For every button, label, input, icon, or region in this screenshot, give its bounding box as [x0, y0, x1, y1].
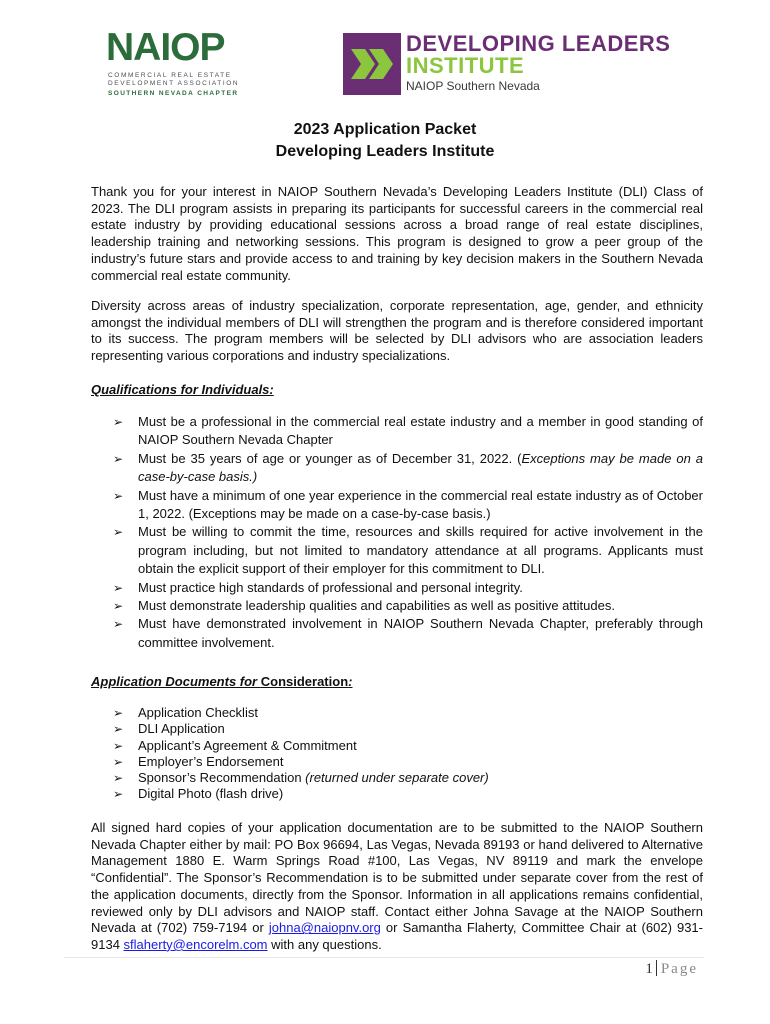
naiop-tagline-1: COMMERCIAL REAL ESTATE: [108, 72, 232, 79]
arrow-bullet-icon: ➢: [113, 488, 124, 503]
arrow-bullet-icon: ➢: [113, 722, 124, 737]
page-separator: [656, 960, 657, 976]
naiop-wordmark: NAIOP: [106, 26, 225, 69]
list-item: ➢ Must have demonstrated involvement in NAIOP Southern Nevada Chapter, preferably through committee involvement.: [113, 616, 703, 650]
diversity-paragraph: Diversity across areas of industry specialization, corporate representation, age, gender, and ethnicity amongst the individual members of DLI will strengthen the program and is therefore considered important to its success. The program members will be selected by DLI advisors who are association leaders representing various corporations and industry specializations.: [91, 298, 703, 364]
dli-title-line-2: INSTITUTE: [406, 53, 525, 78]
page-title: 2023 Application Packet: [293, 121, 477, 138]
arrow-bullet-icon: ➢: [113, 599, 124, 614]
arrow-bullet-icon: ➢: [113, 706, 124, 720]
naiop-tagline-2: DEVELOPMENT ASSOCIATION: [108, 80, 240, 87]
email-link-sflaherty[interactable]: sflaherty@encorelm.com: [123, 936, 268, 952]
list-item: ➢ Must have a minimum of one year experience in the commercial real estate industry as of October 1, 2022. (Exceptions may be made on a case-by-case basis.): [113, 487, 703, 522]
list-item: ➢ Application Checklist: [113, 705, 258, 720]
arrow-bullet-icon: ➢: [113, 580, 124, 595]
naiop-logo: [106, 26, 240, 98]
dli-title-line-1: DEVELOPING LEADERS: [406, 31, 671, 56]
email-link-johna[interactable]: johna@naiopnv.org: [268, 920, 381, 936]
list-item: ➢ Must be 35 years of age or younger as of December 31, 2022. (Exceptions may be made on a case-by-case basis.): [113, 450, 703, 485]
list-item: ➢ Must be a professional in the commercial real estate industry and a member in good standing of NAIOP Southern Nevada Chapter: [113, 414, 703, 448]
list-item: ➢ Employer’s Endorsement: [113, 753, 284, 769]
intro-paragraph: Thank you for your interest in NAIOP Southern Nevada’s Developing Leaders Institute (DLI) Class of 2023. The DLI program assists in preparing its participants for successful careers in the commercial real estate industry by providing educational sessions across a broad range of real estate disciplines, leadership training and networking sessions. This program is designed to grow a peer group of the industry’s future stars and provide access to and training by key decision makers in the Southern Nevada commercial real estate community.: [91, 184, 703, 283]
arrow-bullet-icon: ➢: [113, 787, 124, 802]
chevron-icon: [343, 33, 401, 95]
list-item: ➢ Sponsor’s Recommendation (returned under separate cover): [113, 770, 489, 786]
page-number: 1 Page: [645, 961, 698, 977]
list-item: ➢ Must demonstrate leadership qualities and capabilities as well as positive attitudes.: [113, 597, 703, 615]
dli-subtitle: NAIOP Southern Nevada: [406, 79, 540, 93]
arrow-bullet-icon: ➢: [113, 415, 124, 429]
list-item: ➢ Digital Photo (flash drive): [113, 786, 284, 802]
arrow-bullet-icon: ➢: [113, 451, 124, 466]
list-item: ➢ Applicant’s Agreement & Commitment: [113, 737, 357, 753]
footer-divider: [64, 957, 704, 958]
list-item: ➢ DLI Application: [113, 721, 225, 737]
page-subtitle: Developing Leaders Institute: [275, 143, 495, 160]
naiop-chapter-name: SOUTHERN NEVADA CHAPTER: [108, 90, 239, 97]
arrow-bullet-icon: ➢: [113, 525, 124, 540]
list-item: ➢ Must practice high standards of professional and personal integrity.: [113, 579, 703, 597]
dli-logo: [343, 33, 695, 95]
documents-heading: Application Documents for Consideration:: [91, 674, 353, 689]
qualifications-list: [113, 413, 703, 652]
documents-list: [113, 705, 703, 803]
list-item: ➢ Must be willing to commit the time, resources and skills required for active involvement in the program including, but not limited to mandatory attendance at all programs. Applicants must obtain the explicit support of their employer for this commitment to DLI.: [113, 524, 703, 577]
arrow-bullet-icon: ➢: [113, 771, 124, 786]
closing-paragraph: All signed hard copies of your application documentation are to be submitted to the NAIOP Southern Nevada Chapter either by mail: PO Box 96694, Las Vegas, Nevada 89193 or hand delivered to Alternative Management 1880 E. Warm Springs Road #100, Las Vegas, NV 89119 and mark the envelope “Confidential”. The Sponsor’s Recommendation is to be submitted under separate cover from the rest of the application documents, directly from the Sponsor. Information in all applications remains confidential, reviewed only by DLI advisors and NAIOP staff. Contact either Johna Savage at the NAIOP Southern Nevada at (702) 759-7194 or johna@naiopnv.org or Samantha Flaherty, Committee Chair at (602) 931-9134 sflaherty@encorelm.com with any questions.: [91, 820, 703, 952]
qualifications-heading: Qualifications for Individuals:: [91, 382, 274, 397]
arrow-bullet-icon: ➢: [113, 617, 124, 632]
arrow-bullet-icon: ➢: [113, 738, 124, 753]
arrow-bullet-icon: ➢: [113, 754, 124, 769]
